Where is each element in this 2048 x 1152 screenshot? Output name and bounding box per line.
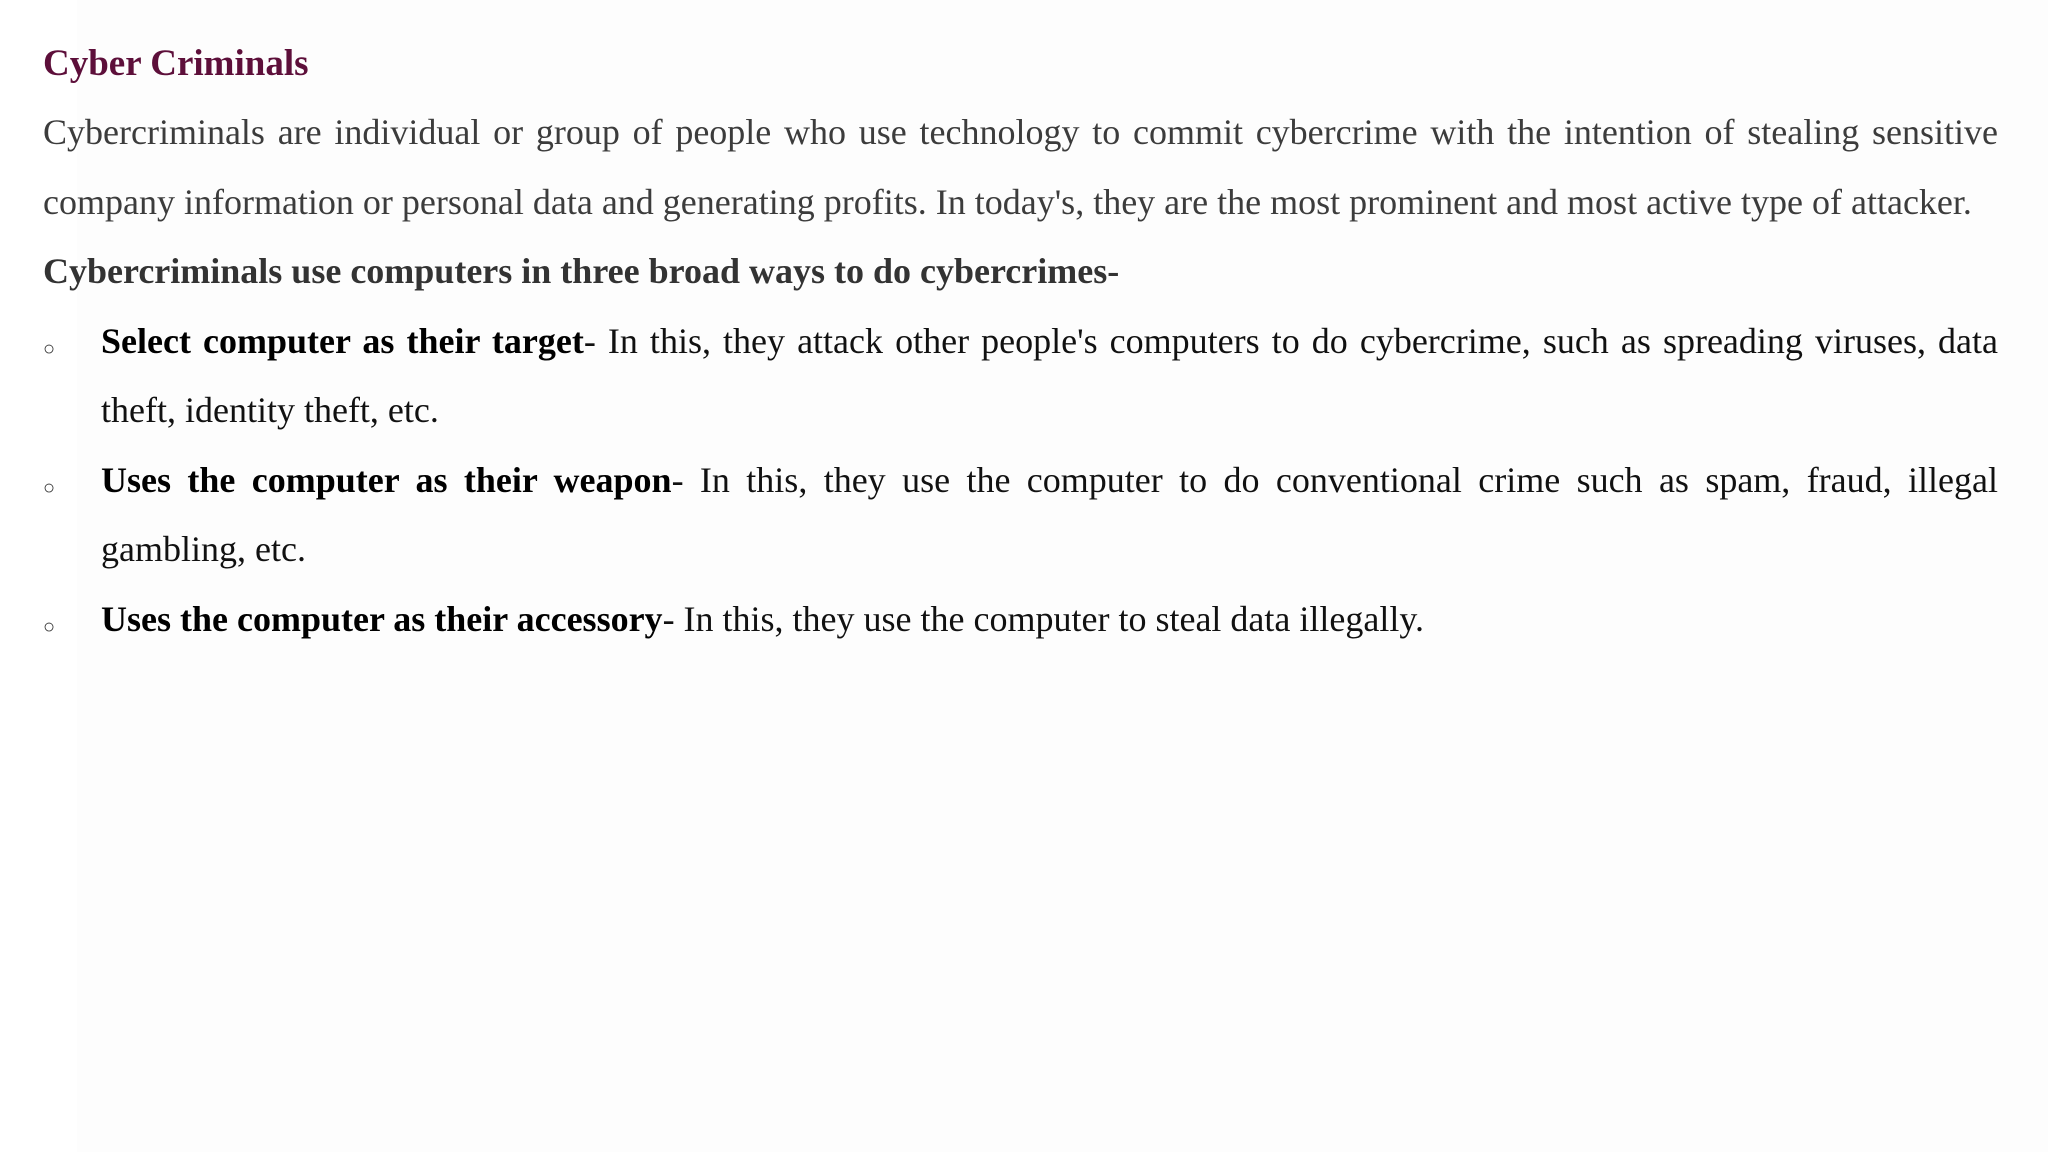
list-item bbox=[43, 307, 1998, 446]
bullet-circle-icon: ○ bbox=[43, 615, 56, 638]
list-item-text: - In this, they use the computer to steal data illegally. bbox=[662, 598, 1425, 639]
list-item-bold-lead: Select computer as their target bbox=[101, 320, 584, 361]
intro-paragraph: Cybercriminals are individual or group of people who use technology to commit cybercrime with the intention of stealing sensitive company information or personal data and generating profits. In today's, they are the most prominent and most active type of attacker. bbox=[43, 112, 1998, 222]
page-title: Cyber Criminals bbox=[43, 43, 309, 84]
bullet-circle-icon: ○ bbox=[43, 476, 56, 499]
bullet-circle-icon: ○ bbox=[43, 337, 56, 360]
list-item-text: - In this, they attack other people's computers to do cybercrime, such as spreading viruses, data theft, identity theft, etc. bbox=[101, 320, 1998, 430]
list-item bbox=[43, 585, 1998, 655]
section-subheading: Cybercriminals use computers in three broad ways to do cybercrimes- bbox=[43, 251, 1120, 291]
ways-list bbox=[43, 307, 1998, 655]
list-item-bold-lead: Uses the computer as their accessory bbox=[101, 598, 663, 639]
document-content bbox=[43, 30, 1998, 654]
list-item-text: - In this, they use the computer to do conventional crime such as spam, fraud, illegal gambling, etc. bbox=[101, 459, 1998, 569]
list-item bbox=[43, 446, 1998, 585]
list-item-bold-lead: Uses the computer as their weapon bbox=[101, 459, 672, 500]
